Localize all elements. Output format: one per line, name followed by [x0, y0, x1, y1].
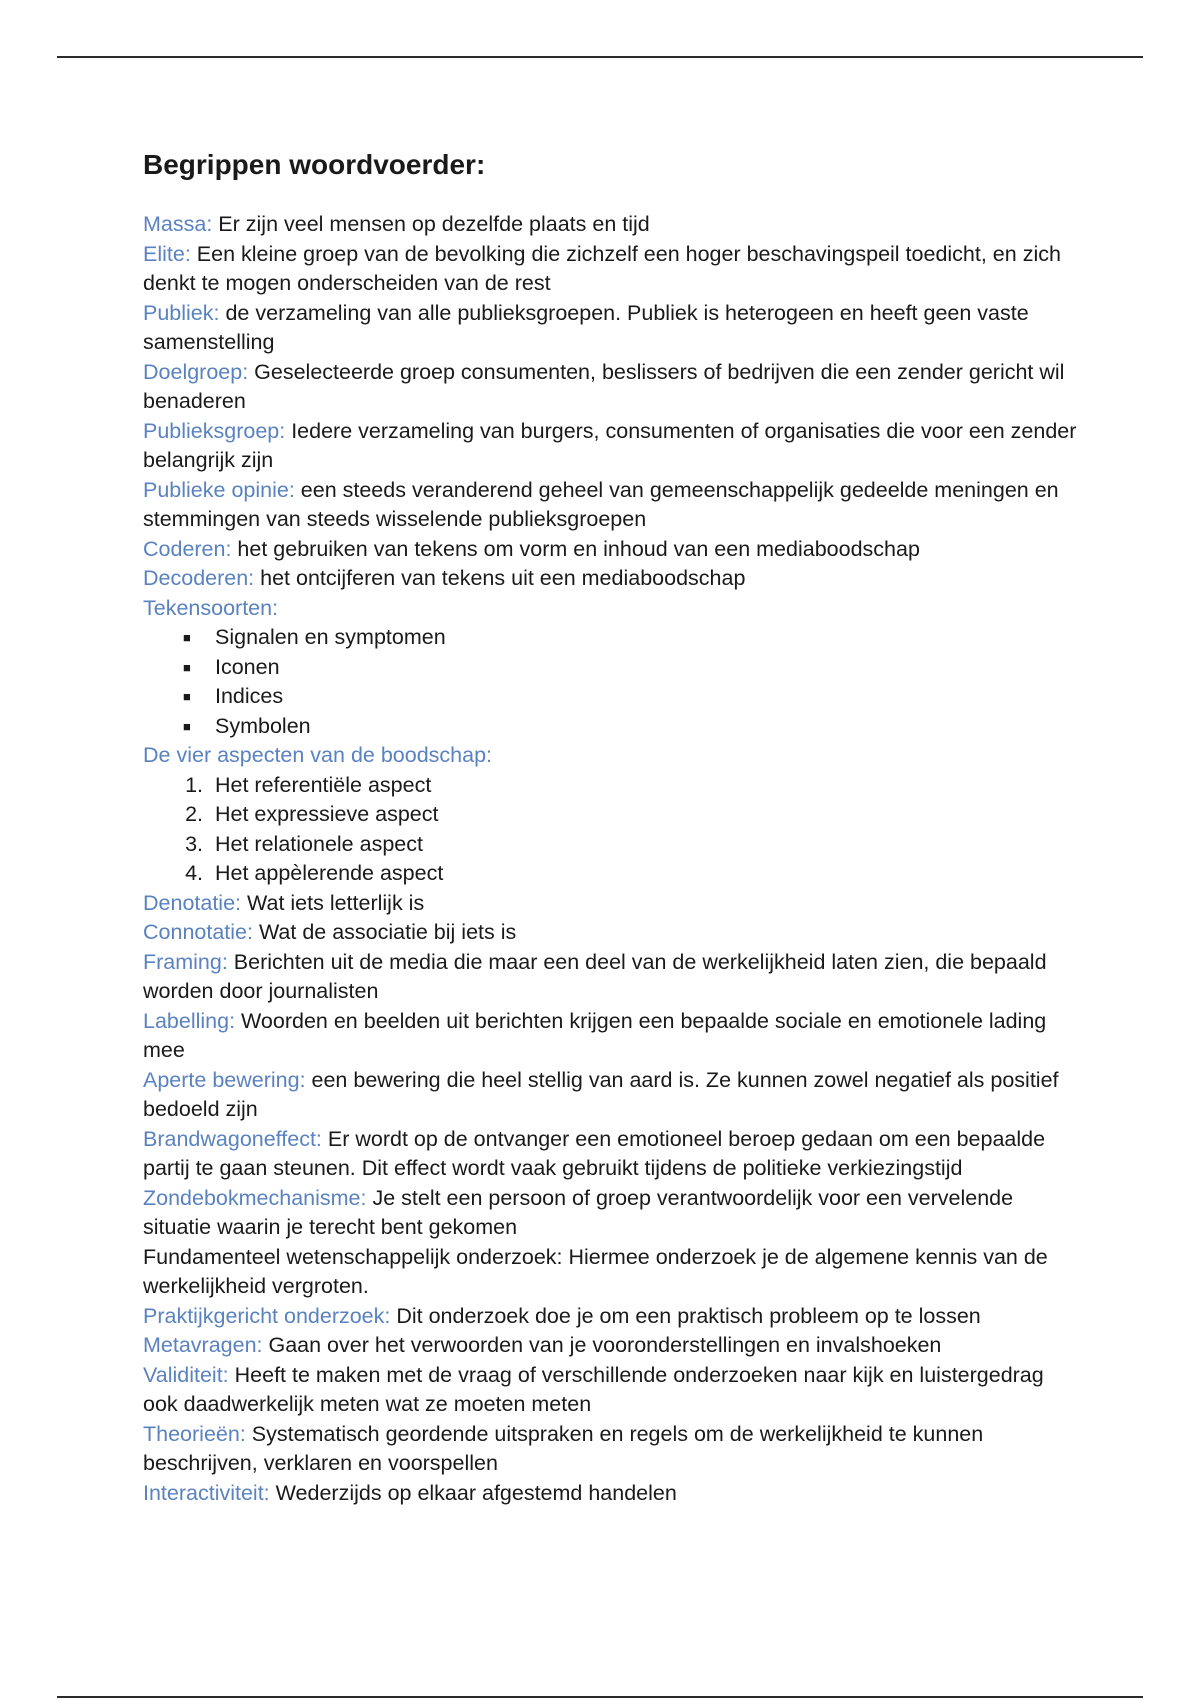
glossary-entry [143, 299, 1078, 358]
list-item: ■ Symbolen [143, 712, 1078, 742]
definition: het gebruiken van tekens om vorm en inhoud van een mediaboodschap [231, 536, 920, 561]
definition: het ontcijferen van tekens uit een mediaboodschap [254, 566, 746, 590]
definition: Wederzijds op elkaar afgestemd handelen [269, 1480, 677, 1505]
definition: een steeds veranderend geheel van gemeenschappelijk gedeelde meningen en stemmingen van steeds wisselende publieksgroepen [143, 477, 1059, 531]
term: Theorieën: [143, 1421, 246, 1446]
definition: Iedere verzameling van burgers, consumenten of organisaties die voor een zender belangrijk zijn [143, 418, 1077, 472]
term: Elite: [143, 241, 191, 266]
glossary-entry [143, 564, 1078, 594]
glossary-entry [143, 1361, 1078, 1420]
glossary-entry [143, 594, 1078, 624]
list-item: 3. Het relationele aspect [185, 831, 423, 856]
glossary-entry [143, 1125, 1078, 1184]
definition: Berichten uit de media die maar een deel van de werkelijkheid laten zien, die bepaald worden door journalisten [143, 949, 1047, 1003]
list-item: 2. Het expressieve aspect [185, 802, 439, 826]
aspects-list [143, 771, 1078, 889]
term: Tekensoorten: [143, 595, 279, 620]
term: Brandwagoneffect: [143, 1126, 322, 1151]
definition: Wat iets letterlijk is [241, 890, 425, 915]
term: Coderen: [143, 536, 232, 561]
definition: Heeft te maken met de vraag of verschillende onderzoeken naar kijk en luistergedrag ook daadwerkelijk meten wat ze moeten meten [143, 1362, 1044, 1416]
definition: Woorden en beelden uit berichten krijgen een bepaalde sociale en emotionele lading mee [143, 1008, 1047, 1062]
term: Publieke opinie: [143, 477, 295, 502]
list-item: 1. Het referentiële aspect [185, 772, 432, 797]
term: Massa: [143, 212, 213, 236]
list-item: 4. Het appèlerende aspect [185, 861, 444, 885]
glossary-entry [143, 948, 1078, 1007]
definition: Een kleine groep van de bevolking die zichzelf een hoger beschavingspeil toedicht, en zich denkt te mogen onderscheiden van de rest [143, 241, 1061, 295]
definition: Je stelt een persoon of groep verantwoordelijk voor een vervelende situatie waarin je terecht bent gekomen [143, 1185, 1014, 1239]
glossary-entry [143, 1243, 1078, 1302]
glossary-part-2 [143, 889, 1078, 1509]
square-bullet-icon: ■ [183, 718, 191, 734]
term: Aperte bewering: [143, 1067, 306, 1092]
term: Metavragen: [143, 1333, 263, 1357]
term: Framing: [143, 949, 228, 974]
glossary-entry [143, 1331, 1078, 1361]
square-bullet-icon: ■ [183, 659, 191, 675]
term: Interactiviteit: [143, 1480, 270, 1505]
page-title: Begrippen woordvoerder: [143, 149, 486, 180]
term: Decoderen: [143, 566, 255, 590]
glossary-entry [143, 417, 1078, 476]
glossary-entry [143, 210, 1078, 240]
glossary-entry [143, 358, 1078, 417]
term: Connotatie: [143, 920, 253, 944]
glossary-part-1 [143, 210, 1078, 623]
definition: Systematisch geordende uitspraken en regels om de werkelijkheid te kunnen beschrijven, verklaren en voorspellen [143, 1421, 984, 1475]
glossary-entry [143, 240, 1078, 299]
term: Publieksgroep: [143, 418, 286, 443]
sign-types-list [143, 623, 1078, 741]
definition: Wat de associatie bij iets is [252, 920, 517, 944]
definition: Er wordt op de ontvanger een emotioneel beroep gedaan om een bepaalde partij te gaan steunen. Dit effect wordt vaak gebruikt tijdens de politieke verkiezingstijd [143, 1126, 1046, 1180]
document-body [143, 148, 1078, 1508]
term: Labelling: [143, 1008, 236, 1033]
glossary-entry [143, 1302, 1078, 1332]
aspects-heading: De vier aspecten van de boodschap: [143, 743, 493, 767]
definition: Fundamenteel wetenschappelijk onderzoek: Hiermee onderzoek je de algemene kennis van de werkelijkheid vergroten. [143, 1244, 1048, 1298]
term: Publiek: [143, 300, 220, 325]
term: Zondebokmechanisme: [143, 1185, 367, 1210]
glossary-entry [143, 1420, 1078, 1479]
list-item: ■ Signalen en symptomen [143, 623, 1078, 653]
square-bullet-icon: ■ [183, 630, 191, 645]
definition: de verzameling van alle publieksgroepen. Publiek is heterogeen en heeft geen vaste samenstelling [143, 300, 1029, 354]
term: Denotatie: [143, 890, 242, 915]
definition: Gaan over het verwoorden van je vooronderstellingen en invalshoeken [262, 1333, 942, 1357]
glossary-entry [143, 476, 1078, 535]
glossary-entry [143, 889, 1078, 919]
footer-rule [57, 1696, 1143, 1698]
glossary-entry [143, 1479, 1078, 1509]
term: Validiteit: [143, 1362, 229, 1387]
list-item: ■ Iconen [143, 653, 1078, 683]
term: Praktijkgericht onderzoek: [143, 1303, 391, 1328]
glossary-entry [143, 1007, 1078, 1066]
definition: Geselecteerde groep consumenten, beslissers of bedrijven die een zender gericht wil benaderen [143, 359, 1065, 413]
glossary-entry [143, 1066, 1078, 1125]
definition: een bewering die heel stellig van aard is. Ze kunnen zowel negatief als positief bedoeld zijn [143, 1067, 1059, 1121]
glossary-entry [143, 535, 1078, 565]
glossary-entry [143, 1184, 1078, 1243]
term: Doelgroep: [143, 359, 249, 384]
list-item: ■ Indices [143, 682, 1078, 712]
glossary-entry [143, 918, 1078, 948]
header-rule [57, 56, 1143, 58]
definition: Dit onderzoek doe je om een praktisch probleem op te lossen [390, 1303, 981, 1328]
square-bullet-icon: ■ [183, 689, 191, 704]
definition: Er zijn veel mensen op dezelfde plaats en tijd [212, 212, 650, 236]
